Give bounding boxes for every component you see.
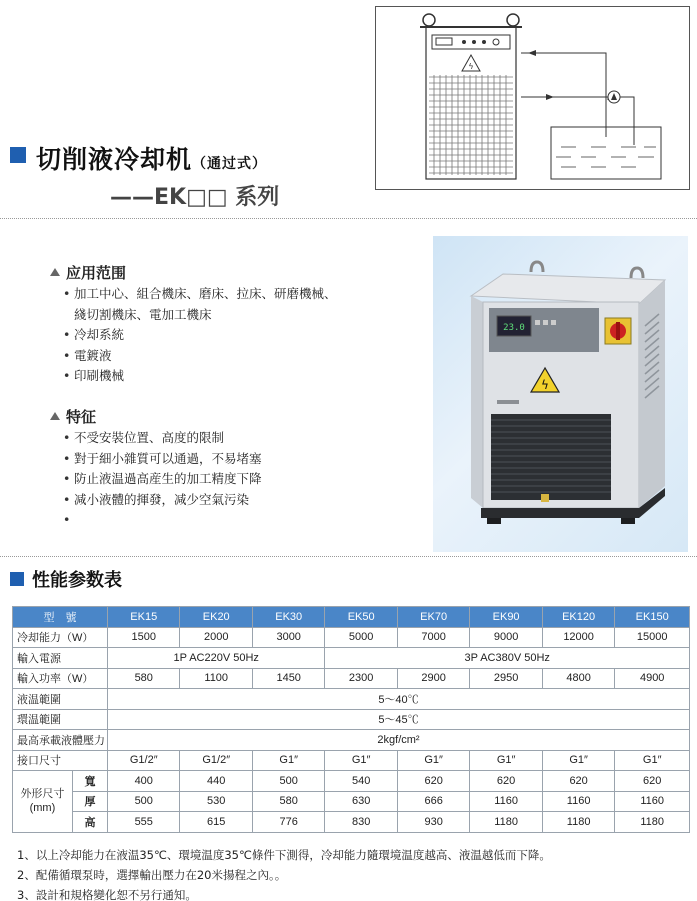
table-header-cell: EK90	[470, 607, 542, 628]
table-cell: 1180	[615, 812, 690, 833]
row-label: 輸入電源	[13, 648, 108, 669]
table-cell: 776	[252, 812, 324, 833]
table-header-cell: EK50	[325, 607, 397, 628]
table-cell: 2950	[470, 668, 542, 689]
triangle-icon	[50, 412, 60, 420]
table-cell: G1″	[252, 750, 324, 771]
table-cell: 1P AC220V 50Hz	[108, 648, 325, 669]
row-label: 接口尺寸	[13, 750, 108, 771]
note-item: 1、以上冷却能力在液温35℃、環境温度35℃條件下測得，冷却能力隨環境温度越高、液温越低而下降。	[17, 848, 551, 862]
row-label: 液温範圍	[13, 689, 108, 710]
table-cell: 5000	[325, 627, 397, 648]
table-row	[13, 648, 690, 669]
table-row	[13, 668, 690, 689]
table-row	[13, 709, 690, 730]
table-cell: 2kgf/cm²	[108, 730, 690, 751]
row-label: 寬	[72, 771, 107, 792]
table-cell: 3P AC380V 50Hz	[325, 648, 690, 669]
list-item: • 印刷機械	[60, 366, 337, 387]
note-item: 2、配備循環泵時，選擇輸出壓力在20米揚程之內。。	[17, 868, 287, 882]
dimension-label-text: 外形尺寸	[20, 788, 65, 801]
row-label: 最高承載液體壓力	[13, 730, 108, 751]
features-section	[50, 406, 262, 510]
table-cell: 666	[397, 791, 469, 812]
table-header-cell: EK120	[542, 607, 615, 628]
table-row	[13, 627, 690, 648]
table-cell: G1″	[397, 750, 469, 771]
temperature-display: 23.0	[503, 323, 525, 333]
title-text: 切削液冷却机	[36, 145, 193, 174]
features-heading-text: 特征	[66, 407, 97, 426]
applications-heading	[50, 262, 337, 282]
table-cell: 930	[397, 812, 469, 833]
table-row	[13, 689, 690, 710]
table-cell: 620	[615, 771, 690, 792]
row-label: 厚	[72, 791, 107, 812]
table-cell: 620	[542, 771, 615, 792]
table-cell: 1450	[252, 668, 324, 689]
table-cell: 1160	[470, 791, 542, 812]
row-label: 高	[72, 812, 107, 833]
product-photo	[433, 236, 688, 552]
table-cell: 620	[397, 771, 469, 792]
applications-section	[50, 262, 337, 387]
triangle-icon	[50, 268, 60, 276]
table-cell: 15000	[615, 627, 690, 648]
table-cell: 1100	[180, 668, 252, 689]
table-cell: 555	[108, 812, 180, 833]
table-cell: 1160	[542, 791, 615, 812]
notes-list	[17, 845, 551, 901]
table-cell: G1/2″	[108, 750, 180, 771]
table-header-cell: EK150	[615, 607, 690, 628]
row-label: 環温範圍	[13, 709, 108, 730]
table-cell: 4800	[542, 668, 615, 689]
list-item: • 防止液温過高産生的加工精度下降	[60, 469, 262, 490]
table-cell: 1500	[108, 627, 180, 648]
performance-heading	[10, 566, 122, 592]
list-item: • 不受安裝位置、高度的限制	[60, 428, 262, 449]
table-cell: 630	[325, 791, 397, 812]
note-item: 3、設計和規格變化恕不另行通知。	[17, 888, 197, 901]
applications-heading-text: 应用范围	[66, 263, 127, 282]
title-square-icon	[10, 147, 26, 163]
series-subtitle: ——EK□□ 系列	[110, 185, 280, 210]
table-cell: 440	[180, 771, 252, 792]
table-cell: 500	[108, 791, 180, 812]
table-cell: G1″	[325, 750, 397, 771]
table-cell: G1/2″	[180, 750, 252, 771]
table-row	[13, 791, 690, 812]
table-cell: 5～45℃	[108, 709, 690, 730]
table-cell: 12000	[542, 627, 615, 648]
title-suffix: （通过式）	[192, 156, 268, 172]
divider	[0, 218, 697, 219]
applications-list	[60, 284, 337, 387]
table-cell: 9000	[470, 627, 542, 648]
schematic-diagram	[375, 6, 690, 190]
spec-table	[12, 606, 690, 833]
table-header-cell: EK30	[252, 607, 324, 628]
table-cell: 2000	[180, 627, 252, 648]
table-cell: 1160	[615, 791, 690, 812]
table-cell: 5～40℃	[108, 689, 690, 710]
row-label: 冷却能力（W）	[13, 627, 108, 648]
table-row	[13, 750, 690, 771]
table-cell: 7000	[397, 627, 469, 648]
table-cell: 400	[108, 771, 180, 792]
table-row	[13, 812, 690, 833]
list-item: • 對于細小雜質可以通過，不易堵塞	[60, 449, 262, 470]
table-cell: G1″	[470, 750, 542, 771]
table-header-cell: EK15	[108, 607, 180, 628]
page-title	[36, 140, 267, 176]
table-cell: 615	[180, 812, 252, 833]
list-item: 綫切割機床、電加工機床	[74, 306, 212, 322]
table-cell: 830	[325, 812, 397, 833]
dimension-unit: (mm)	[29, 802, 56, 815]
table-header-cell: EK70	[397, 607, 469, 628]
table-cell: 580	[108, 668, 180, 689]
table-cell: 540	[325, 771, 397, 792]
features-list	[60, 428, 262, 510]
heading-square-icon	[10, 572, 24, 586]
table-cell: 4900	[615, 668, 690, 689]
table-cell: 580	[252, 791, 324, 812]
list-item: • 减小液體的揮發，减少空氣污染	[60, 490, 262, 511]
table-cell: 1180	[470, 812, 542, 833]
table-cell: 620	[470, 771, 542, 792]
dimension-label	[13, 771, 73, 833]
table-cell: G1″	[615, 750, 690, 771]
list-item: • 冷却系統	[60, 325, 337, 346]
table-cell: G1″	[542, 750, 615, 771]
table-row	[13, 730, 690, 751]
list-item: • 電鍍液	[60, 346, 337, 367]
table-cell: 1180	[542, 812, 615, 833]
table-cell: 500	[252, 771, 324, 792]
divider	[0, 556, 697, 557]
table-cell: 2300	[325, 668, 397, 689]
row-label: 輸入功率（W）	[13, 668, 108, 689]
list-item: • 加工中心、組合機床、磨床、拉床、研磨機械、	[60, 284, 337, 305]
table-header-cell: EK20	[180, 607, 252, 628]
table-header-label: 型 號	[13, 607, 108, 628]
table-header-row	[13, 607, 690, 628]
table-cell: 530	[180, 791, 252, 812]
table-row	[13, 771, 690, 792]
table-cell: 3000	[252, 627, 324, 648]
performance-heading-text: 性能参数表	[32, 570, 122, 591]
features-heading	[50, 406, 262, 426]
svg-text:ϟ: ϟ	[468, 62, 474, 71]
table-cell: 2900	[397, 668, 469, 689]
svg-text:ϟ: ϟ	[541, 378, 549, 392]
